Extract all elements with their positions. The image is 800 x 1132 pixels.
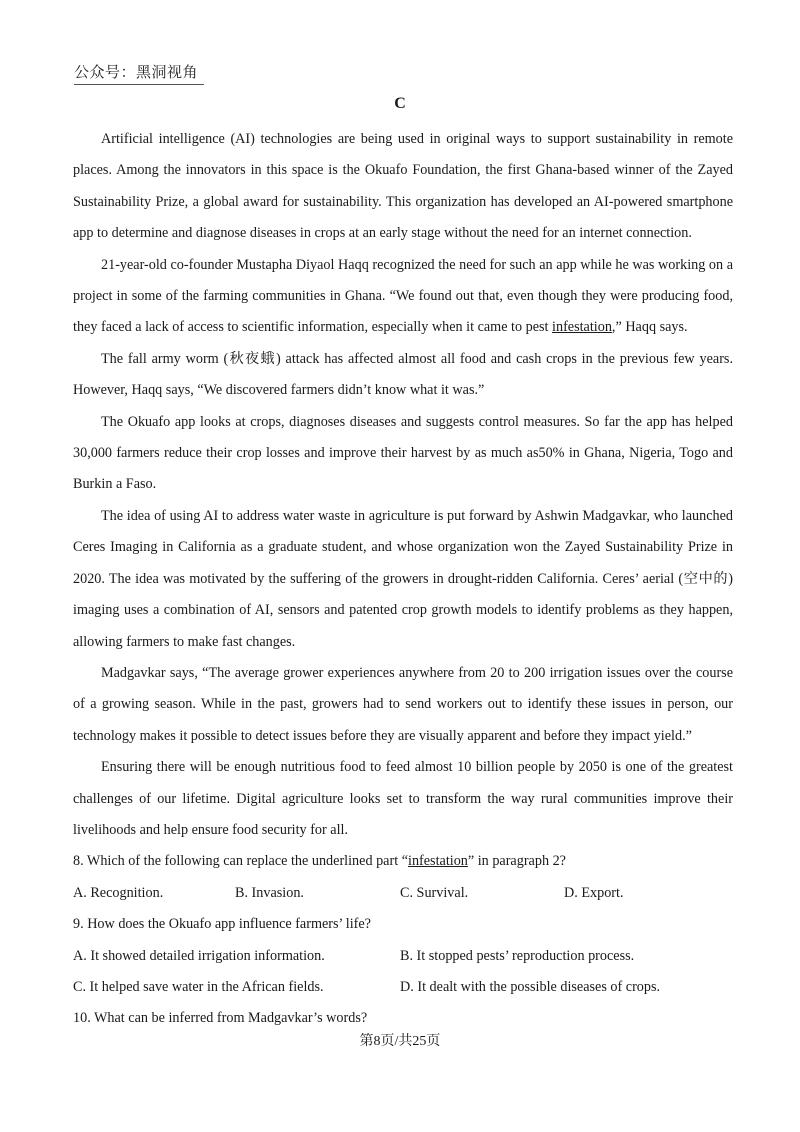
paragraph-4: The Okuafo app looks at crops, diagnoses diseases and suggests control measures. So far the app has helped 30,000 farmers reduce their crop losses and improve their harvest by as much as50% in Ghana, Nigeria, Togo and Burkin a Faso.	[73, 413, 733, 493]
question-8-option-d[interactable]: D. Export.	[564, 884, 624, 901]
question-8-option-b[interactable]: B. Invasion.	[235, 884, 304, 901]
paragraph-3: The fall army worm (秋夜蛾) attack has affected almost all food and cash crops in the previous few years. However, Haqq says, “We discovered farmers didn’t know what it was.”	[73, 350, 733, 399]
question-8-options	[73, 878, 733, 909]
page-number: 第8页/共25页	[359, 1034, 441, 1049]
paragraph-5: The idea of using AI to address water waste in agriculture is put forward by Ashwin Madgavkar, who launched Ceres Imaging in California as a graduate student, and whose organization won the Zayed Sustainability Prize in 2020. The idea was motivated by the suffering of the growers in drought-ridden California. Ceres’ aerial (空中的) imaging uses a combination of AI, sensors and patented crop growth models to identify problems as they happen, allowing farmers to make fast changes.	[73, 507, 733, 650]
paragraph-2-text-end: ,” Haqq says.	[611, 319, 688, 336]
question-8-stem-start: 8. Which of the following can replace the underlined part “	[73, 853, 408, 870]
paragraph-7: Ensuring there will be enough nutritious food to feed almost 10 billion people by 2050 is one of the greatest challenges of our lifetime. Digital agriculture looks set to transform the way rural communities improve their livelihoods and help ensure food security for all.	[73, 759, 733, 838]
section-heading: C	[394, 95, 406, 112]
question-8-option-c[interactable]: C. Survival.	[400, 884, 469, 901]
question-8-stem-end: ” in paragraph 2?	[467, 853, 566, 870]
question-9-option-a[interactable]: A. It showed detailed irrigation information.	[73, 947, 325, 964]
paragraph-6: Madgavkar says, “The average grower experiences anywhere from 20 to 200 irrigation issues over the course of a growing season. While in the past, growers had to send workers out to identify these issues in person, our technology makes it possible to detect issues before they are visually apparent and before they impact yield.”	[73, 664, 733, 744]
question-9-options-row-2	[73, 972, 733, 1003]
question-8-underlined-word: infestation	[408, 853, 468, 870]
paragraph-2-text-start: 21-year-old co-founder Mustapha Diyaol Haqq recognized the need for such an app while he was working on a project in some of the farming communities in Ghana. “We found out that, even though they were producing food, they faced a lack of access to scientific information, especially when it came to pest	[73, 256, 733, 336]
watermark-label: 公众号：黑洞视角	[74, 63, 199, 81]
question-8-stem	[73, 846, 733, 877]
question-10-stem: 10. What can be inferred from Madgavkar’s words?	[73, 1010, 368, 1027]
question-9-option-c[interactable]: C. It helped save water in the African fields.	[73, 978, 324, 995]
passage-content	[73, 124, 733, 1035]
question-8-option-a[interactable]: A. Recognition.	[73, 884, 164, 901]
question-9-stem: 9. How does the Okuafo app influence farmers’ life?	[73, 916, 371, 933]
paragraph-1: Artificial intelligence (AI) technologies are being used in original ways to support sustainability in remote places. Among the innovators in this space is the Okuafo Foundation, the first Ghana-based winner of the Zayed Sustainability Prize, a global award for sustainability. This organization has developed an AI-powered smartphone app to determine and diagnose diseases in crops at an early stage without the need for an internet connection.	[73, 131, 733, 242]
question-9-option-b[interactable]: B. It stopped pests’ reproduction process.	[400, 947, 635, 964]
underlined-word: infestation	[552, 319, 612, 336]
question-9-option-d[interactable]: D. It dealt with the possible diseases of crops.	[400, 978, 661, 995]
paragraph-2	[73, 250, 733, 344]
question-9-options-row-1	[73, 941, 733, 972]
